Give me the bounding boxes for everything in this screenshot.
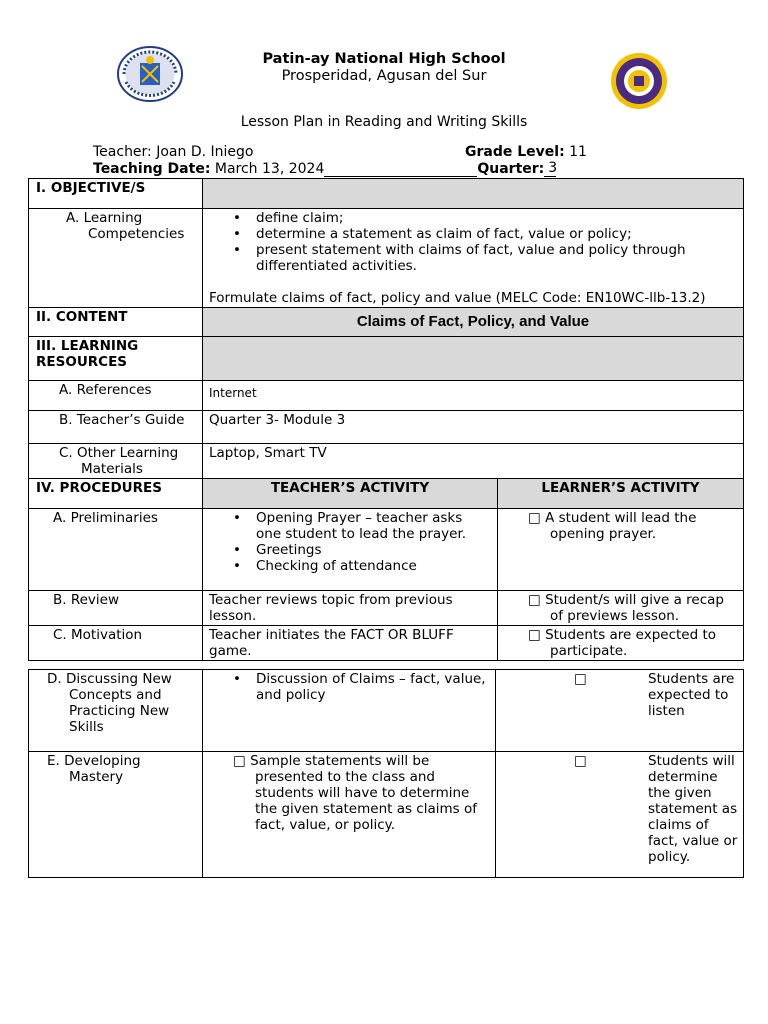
lesson-plan-table-continued xyxy=(28,669,744,878)
melc-text: Formulate claims of fact, policy and value (MELC Code: EN10WC-llb-13.2) xyxy=(209,290,706,306)
other-label-text: C. Other Learning Materials xyxy=(59,445,179,477)
other-label xyxy=(29,444,203,479)
checkbox-icon xyxy=(496,671,648,719)
teacher-value: Joan D. Iniego xyxy=(156,144,254,160)
grade-line xyxy=(465,144,587,160)
motivation-learner xyxy=(528,627,737,659)
quarter-label: Quarter: xyxy=(477,161,545,177)
objectives-header-cell xyxy=(203,179,744,209)
discussing-learner: Students are expected to listen xyxy=(648,671,735,719)
learner-activity-header: LEARNER’S ACTIVITY xyxy=(498,479,744,509)
date-value: March 13, 2024 xyxy=(214,161,325,177)
competencies-label: A. Learning Competencies xyxy=(66,210,185,242)
teacher-activity-header: TEACHER’S ACTIVITY xyxy=(203,479,498,509)
checkbox-icon xyxy=(496,753,648,865)
checkbox-icon xyxy=(233,753,246,769)
motivation-learner-cell xyxy=(498,626,744,661)
checkbox-icon xyxy=(528,510,541,526)
motivation-label: C. Motivation xyxy=(29,626,203,661)
resources-header-cell xyxy=(203,337,744,381)
preliminaries-learner xyxy=(528,510,737,542)
content-label: II. CONTENT xyxy=(29,308,203,337)
developing-learner-cell xyxy=(496,752,744,878)
discussing-list xyxy=(209,671,489,703)
preliminaries-teacher-cell xyxy=(203,509,498,591)
developing-teacher xyxy=(233,753,489,833)
discussing-learner-cell xyxy=(496,670,744,752)
developing-teacher-text: Sample statements will be presented to the class and students will have to determine the given statement as claims of fact, value, or policy. xyxy=(250,753,477,833)
other-value: Laptop, Smart TV xyxy=(203,444,744,479)
school-name: Patin-ay National High School xyxy=(262,51,506,67)
review-learner xyxy=(528,592,737,624)
references-label xyxy=(29,381,203,411)
competency-item: • present statement with claims of fact, value and policy through differentiated activities. xyxy=(209,242,737,274)
discussing-item: • Discussion of Claims – fact, value, and policy xyxy=(209,671,489,703)
competencies-label-cell xyxy=(29,209,203,308)
date-underline xyxy=(324,176,477,177)
motivation-learner-text: Students are expected to participate. xyxy=(545,627,717,659)
motivation-teacher: Teacher initiates the FACT OR BLUFF game. xyxy=(203,626,498,661)
developing-label: E. Developing Mastery xyxy=(47,753,141,785)
review-learner-text: Student/s will give a recap of previews lesson. xyxy=(545,592,724,624)
grade-value: 11 xyxy=(569,144,587,160)
competency-item: • determine a statement as claim of fact, value or policy; xyxy=(209,226,737,242)
preliminaries-item: • Checking of attendance xyxy=(209,558,491,574)
discussing-label: D. Discussing New Concepts and Practicing New Skills xyxy=(47,671,172,735)
review-teacher: Teacher reviews topic from previous lesson. xyxy=(203,591,498,626)
quarter-value-wrap xyxy=(544,160,556,177)
objectives-label: I. OBJECTIVE/S xyxy=(29,179,203,209)
review-label: B. Review xyxy=(29,591,203,626)
teacher-line xyxy=(93,144,253,160)
review-learner-cell xyxy=(498,591,744,626)
developing-teacher-cell xyxy=(203,752,496,878)
checkbox-icon xyxy=(528,592,541,608)
guide-value: Quarter 3- Module 3 xyxy=(203,411,744,444)
preliminaries-label: A. Preliminaries xyxy=(29,509,203,591)
teacher-label: Teacher: xyxy=(93,144,152,160)
discussing-teacher-cell xyxy=(203,670,496,752)
references-value: Internet xyxy=(203,381,744,411)
developing-label-cell xyxy=(29,752,203,878)
checkbox-icon xyxy=(528,627,541,643)
quarter-value: 3 xyxy=(548,160,558,176)
guide-label-text: B. Teacher’s Guide xyxy=(59,412,185,428)
competencies-list xyxy=(209,210,737,274)
resources-label: III. LEARNING RESOURCES xyxy=(29,337,203,381)
competency-item: • define claim; xyxy=(209,210,737,226)
plan-title: Lesson Plan in Reading and Writing Skills xyxy=(240,114,528,130)
guide-label xyxy=(29,411,203,444)
preliminaries-learner-text: A student will lead the opening prayer. xyxy=(545,510,697,542)
preliminaries-item: • Greetings xyxy=(209,542,491,558)
competencies-cell xyxy=(203,209,744,308)
grade-label: Grade Level: xyxy=(465,144,565,160)
preliminaries-learner-cell xyxy=(498,509,744,591)
lesson-plan-table-main xyxy=(28,178,744,661)
references-label-text: A. References xyxy=(59,382,152,398)
school-address: Prosperidad, Agusan del Sur xyxy=(281,68,487,84)
procedures-label: IV. PROCEDURES xyxy=(29,479,203,509)
preliminaries-list xyxy=(209,510,491,574)
preliminaries-item: • Opening Prayer – teacher asks one student to lead the prayer. xyxy=(209,510,491,542)
date-line xyxy=(93,160,556,177)
content-value: Claims of Fact, Policy, and Value xyxy=(203,308,744,337)
date-label: Teaching Date: xyxy=(93,161,211,177)
developing-learner: Students will determine the given statement as claims of fact, value or policy. xyxy=(648,753,738,865)
discussing-label-cell xyxy=(29,670,203,752)
